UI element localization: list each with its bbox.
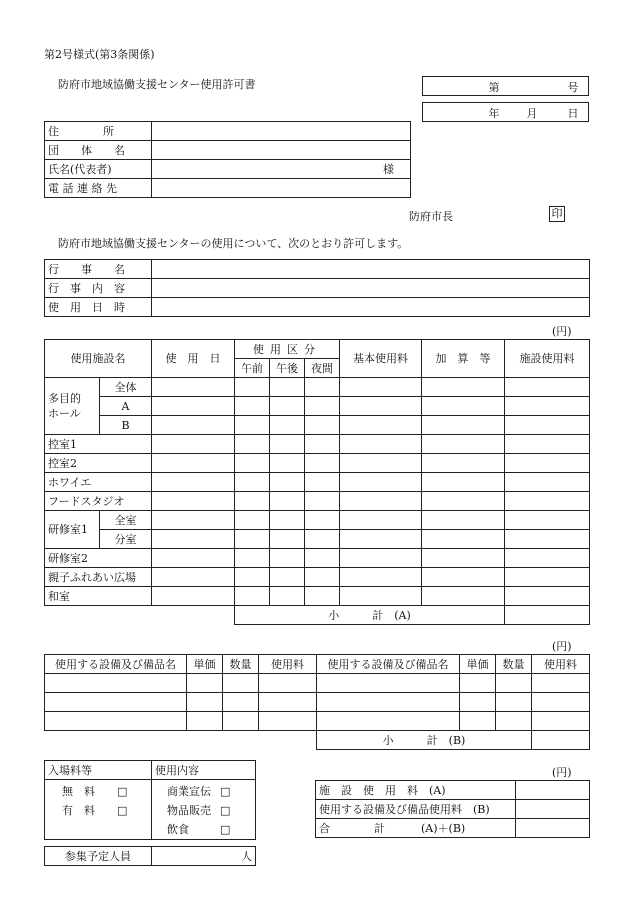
header-fee-right: 使用料	[532, 655, 590, 674]
table-row	[45, 492, 590, 511]
summary-facility-fee-field[interactable]	[516, 781, 590, 800]
attendance-row	[45, 847, 256, 866]
table-row	[45, 587, 590, 606]
admission-paid-option	[48, 801, 148, 820]
table-row	[45, 511, 590, 530]
unit-yen-1: (円)	[552, 325, 572, 338]
unit-yen-2: (円)	[552, 640, 572, 653]
hall-label-line1: 多目的	[48, 392, 81, 405]
address-row	[45, 122, 411, 141]
admission-options	[45, 780, 152, 840]
group-field[interactable]	[152, 141, 411, 160]
summary-equipment-row	[316, 800, 590, 819]
admission-free-label: 無 料	[62, 785, 95, 798]
admission-free-checkbox[interactable]: □	[117, 785, 128, 798]
subtotal-b-row	[45, 731, 590, 750]
address-label: 住 所	[45, 122, 152, 141]
header-usage-division: 使用区分	[235, 340, 340, 359]
table-row	[45, 378, 590, 397]
facility-usage-table	[44, 339, 590, 625]
summary-table	[315, 780, 590, 838]
usage-food-checkbox[interactable]: □	[220, 823, 231, 836]
hall-label-line2: ホール	[48, 407, 81, 420]
event-name-row	[45, 260, 590, 279]
event-name-label: 行 事 名	[45, 260, 152, 279]
room-foyer-label: ホワイエ	[45, 473, 152, 492]
event-content-field[interactable]	[152, 279, 590, 298]
header-am: 午前	[235, 359, 270, 378]
event-datetime-field[interactable]	[152, 298, 590, 317]
permit-statement: 防府市地域協働支援センターの使用について、次のとおり許可します。	[58, 237, 409, 250]
form-number: 第2号様式(第3条関係)	[44, 48, 155, 61]
usage-options	[152, 780, 256, 840]
hall-a-label: A	[100, 397, 152, 416]
summary-facility-row	[316, 781, 590, 800]
summary-total-label	[316, 819, 516, 838]
seal-stamp: 印	[549, 206, 565, 222]
subtotal-b-field[interactable]	[532, 731, 590, 750]
table-row	[45, 549, 590, 568]
room-washitsu-label: 和室	[45, 587, 152, 606]
unit-yen-3: (円)	[552, 766, 572, 779]
admission-usage-table	[44, 760, 256, 840]
total-formula-text: (A)＋(B)	[421, 821, 466, 835]
date-year-label: 年	[488, 106, 500, 120]
header-unit-price-right: 単価	[460, 655, 496, 674]
subtotal-a-field[interactable]	[505, 606, 590, 625]
table-row	[45, 568, 590, 587]
name-row	[45, 160, 411, 179]
admission-label: 入場料等	[45, 761, 152, 780]
applicant-table	[44, 121, 411, 198]
header-equipment-name-left: 使用する設備及び備品名	[45, 655, 187, 674]
group-row	[45, 141, 411, 160]
usage-ad-option	[155, 782, 252, 801]
hall-label	[45, 378, 100, 435]
permit-date-box	[422, 102, 589, 122]
date-day-label: 日	[567, 106, 579, 120]
table-row	[45, 712, 590, 731]
header-unit-price-left: 単価	[187, 655, 223, 674]
table-row	[45, 435, 590, 454]
usage-sales-label: 物品販売	[167, 804, 211, 817]
admission-paid-label: 有 料	[62, 804, 95, 817]
hall-all-label: 全体	[100, 378, 152, 397]
summary-equipment-fee-label: 使用する設備及び備品使用料 (B)	[316, 800, 516, 819]
header-quantity-left: 数量	[223, 655, 259, 674]
header-pm: 午後	[270, 359, 305, 378]
admission-header-row	[45, 761, 256, 780]
header-equipment-name-right: 使用する設備及び備品名	[317, 655, 460, 674]
room-hikae1-label: 控室1	[45, 435, 152, 454]
summary-equipment-fee-field[interactable]	[516, 800, 590, 819]
usage-ad-checkbox[interactable]: □	[220, 785, 231, 798]
subtotal-a-row	[45, 606, 590, 625]
header-base-fee: 基本使用料	[340, 340, 422, 378]
header-usage-date: 使 用 日	[152, 340, 235, 378]
table-row	[45, 397, 590, 416]
room-kenshu2-label: 研修室2	[45, 549, 152, 568]
summary-total-row	[316, 819, 590, 838]
event-datetime-label: 使 用 日 時	[45, 298, 152, 317]
table-row	[45, 454, 590, 473]
phone-field[interactable]	[152, 179, 411, 198]
usage-food-label: 飲食	[167, 823, 189, 836]
admission-body-row	[45, 780, 256, 840]
event-content-row	[45, 279, 590, 298]
name-label: 氏名(代表者)	[45, 160, 152, 179]
summary-facility-fee-label: 施 設 使 用 料 (A)	[316, 781, 516, 800]
phone-row	[45, 179, 411, 198]
header-facility-name: 使用施設名	[45, 340, 152, 378]
phone-label: 電 話 連 絡 先	[45, 179, 152, 198]
header-quantity-right: 数量	[496, 655, 532, 674]
facility-header-row	[45, 340, 590, 359]
name-field[interactable]	[152, 160, 411, 179]
attendance-label: 参集予定人員	[45, 847, 152, 866]
number-first-label: 第	[488, 80, 500, 94]
summary-total-field[interactable]	[516, 819, 590, 838]
subtotal-a-label: 小 計 (A)	[235, 606, 505, 625]
mayor-label: 防府市長	[409, 210, 453, 223]
total-label-text: 合 計	[319, 821, 385, 835]
usage-food-option	[155, 820, 252, 839]
table-row	[45, 693, 590, 712]
equipment-table	[44, 654, 590, 750]
table-row	[45, 530, 590, 549]
group-label: 団 体 名	[45, 141, 152, 160]
header-night: 夜間	[305, 359, 340, 378]
hall-b-label: B	[100, 416, 152, 435]
table-row	[45, 473, 590, 492]
admission-free-option	[48, 782, 148, 801]
header-facility-fee: 施設使用料	[505, 340, 590, 378]
event-datetime-row	[45, 298, 590, 317]
usage-label: 使用内容	[152, 761, 256, 780]
address-field[interactable]	[152, 122, 411, 141]
event-name-field[interactable]	[152, 260, 590, 279]
header-fee-left: 使用料	[259, 655, 317, 674]
attendance-table	[44, 846, 256, 866]
subtotal-b-label: 小 計 (B)	[317, 731, 532, 750]
header-addition: 加 算 等	[422, 340, 505, 378]
event-table	[44, 259, 590, 317]
room-kenshu1-all-label: 全室	[100, 511, 152, 530]
attendance-unit-label: 人	[241, 849, 252, 863]
room-hikae2-label: 控室2	[45, 454, 152, 473]
page-title: 防府市地域協働支援センター使用許可書	[58, 78, 256, 91]
room-oyako-label: 親子ふれあい広場	[45, 568, 152, 587]
sama-label: 様	[383, 162, 394, 176]
permit-number-box	[422, 76, 589, 96]
event-content-label: 行 事 内 容	[45, 279, 152, 298]
usage-sales-checkbox[interactable]: □	[220, 804, 231, 817]
room-food-studio-label: フードスタジオ	[45, 492, 152, 511]
table-row	[45, 674, 590, 693]
usage-sales-option	[155, 801, 252, 820]
admission-paid-checkbox[interactable]: □	[117, 804, 128, 817]
equipment-header-row	[45, 655, 590, 674]
table-row	[45, 416, 590, 435]
room-kenshu1-label: 研修室1	[45, 511, 100, 549]
attendance-field[interactable]	[152, 847, 256, 866]
usage-ad-label: 商業宣伝	[167, 785, 211, 798]
date-month-label: 月	[526, 106, 538, 120]
room-kenshu1-part-label: 分室	[100, 530, 152, 549]
number-suffix-label: 号	[567, 80, 579, 94]
